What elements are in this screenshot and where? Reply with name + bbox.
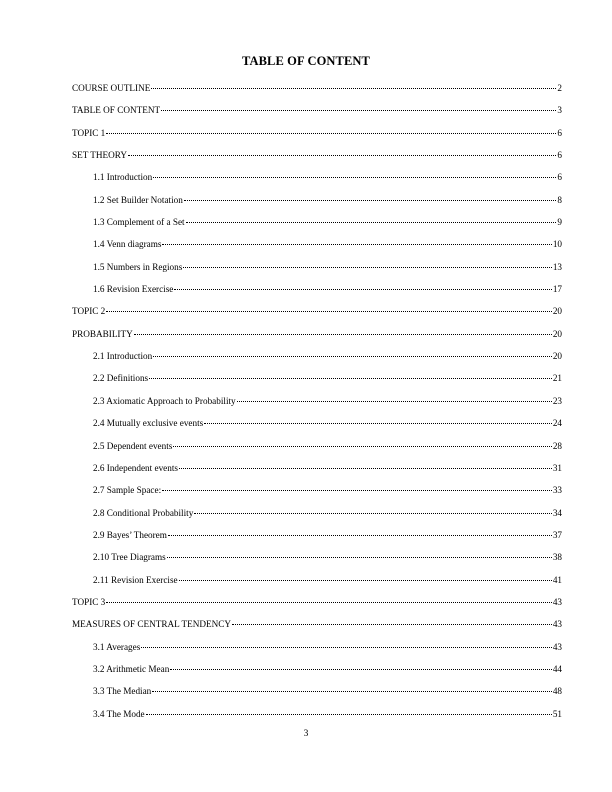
toc-entry[interactable]: [72, 462, 562, 484]
toc-entry-page: 21: [552, 373, 562, 384]
toc-entry-page: 41: [552, 574, 562, 585]
dot-leader: [106, 602, 552, 603]
toc-entry[interactable]: [72, 551, 562, 573]
toc-entry-label: SET THEORY: [72, 150, 128, 161]
toc-entry-label: 2.2 Definitions: [93, 373, 149, 384]
dot-leader: [106, 133, 556, 134]
toc-entry-page: 6: [557, 150, 562, 161]
toc-entry-page: 51: [552, 708, 562, 719]
toc-entry-label: COURSE OUTLINE: [72, 83, 151, 93]
toc-entry-label: 3.1 Averages: [93, 641, 141, 652]
toc-entry-page: 33: [552, 485, 562, 496]
dot-leader: [184, 200, 557, 201]
dot-leader: [173, 446, 551, 447]
toc-entry[interactable]: [72, 328, 562, 350]
dot-leader: [151, 88, 556, 89]
table-of-contents: [72, 82, 562, 730]
toc-entry-page: 20: [552, 351, 562, 362]
dot-leader: [167, 557, 552, 558]
toc-entry[interactable]: [72, 104, 562, 126]
toc-entry-page: 20: [552, 328, 562, 339]
dot-leader: [149, 378, 552, 379]
toc-entry-page: 23: [552, 395, 562, 406]
toc-entry-page: 31: [552, 462, 562, 473]
toc-entry-label: TABLE OF CONTENT: [72, 105, 161, 116]
page-number: 3: [303, 729, 309, 739]
toc-entry-label: 2.8 Conditional Probability: [93, 507, 194, 518]
toc-entry[interactable]: [72, 194, 562, 216]
toc-entry[interactable]: [72, 305, 562, 327]
toc-entry-label: PROBABILITY: [72, 328, 133, 339]
toc-entry-page: 48: [552, 686, 562, 697]
toc-entry-label: 3.4 The Mode: [93, 708, 145, 719]
toc-entry-label: 1.3 Complement of a Set: [93, 217, 185, 228]
toc-entry-page: 2: [557, 83, 562, 93]
toc-entry-page: 6: [557, 172, 562, 183]
toc-entry-label: MEASURES OF CENTRAL TENDENCY: [72, 619, 232, 630]
toc-entry[interactable]: [72, 171, 562, 193]
toc-entry-page: 37: [552, 529, 562, 540]
toc-entry-page: 9: [557, 217, 562, 228]
dot-leader: [204, 423, 552, 424]
toc-entry[interactable]: [72, 529, 562, 551]
toc-entry-page: 43: [552, 619, 562, 630]
toc-entry[interactable]: [72, 618, 562, 640]
toc-entry[interactable]: [72, 283, 562, 305]
toc-entry[interactable]: [72, 708, 562, 730]
toc-entry-label: 1.5 Numbers in Regions: [93, 261, 183, 272]
toc-entry-page: 20: [552, 306, 562, 317]
toc-entry-page: 6: [557, 127, 562, 138]
toc-entry-label: TOPIC 2: [72, 306, 106, 317]
toc-entry-page: 38: [552, 552, 562, 563]
toc-entry-label: 2.3 Axiomatic Approach to Probability: [93, 395, 236, 406]
dot-leader: [146, 714, 552, 715]
toc-entry-label: 1.6 Revision Exercise: [93, 284, 174, 295]
toc-entry[interactable]: [72, 663, 562, 685]
toc-entry[interactable]: [72, 82, 562, 104]
dot-leader: [194, 513, 552, 514]
toc-entry[interactable]: [72, 261, 562, 283]
dot-leader: [179, 580, 552, 581]
toc-entry-label: 2.7 Sample Space:: [93, 485, 162, 496]
toc-entry[interactable]: [72, 484, 562, 506]
dot-leader: [179, 468, 552, 469]
dot-leader: [186, 222, 557, 223]
dot-leader: [168, 535, 552, 536]
toc-entry[interactable]: [72, 149, 562, 171]
toc-entry[interactable]: [72, 417, 562, 439]
toc-entry-label: TOPIC 3: [72, 596, 106, 607]
dot-leader: [162, 244, 551, 245]
toc-entry-label: 2.9 Bayes’ Theorem: [93, 529, 167, 540]
toc-entry-label: 2.1 Introduction: [93, 351, 153, 362]
toc-entry-page: 34: [552, 507, 562, 518]
dot-leader: [161, 110, 556, 111]
dot-leader: [237, 401, 552, 402]
toc-entry[interactable]: [72, 641, 562, 663]
toc-entry-label: 1.1 Introduction: [93, 172, 153, 183]
dot-leader: [134, 334, 552, 335]
toc-entry-label: 2.4 Mutually exclusive events: [93, 418, 204, 429]
dot-leader: [153, 356, 552, 357]
toc-entry[interactable]: [72, 507, 562, 529]
toc-entry[interactable]: [72, 574, 562, 596]
page-title: TABLE OF CONTENT: [241, 54, 370, 68]
toc-entry-label: 3.2 Arithmetic Mean: [93, 663, 170, 674]
toc-entry[interactable]: [72, 596, 562, 618]
toc-entry-page: 3: [557, 105, 562, 116]
toc-entry-label: TOPIC 1: [72, 127, 106, 138]
dot-leader: [232, 624, 552, 625]
dot-leader: [162, 490, 552, 491]
dot-leader: [170, 669, 552, 670]
toc-entry-page: 43: [552, 641, 562, 652]
toc-entry-label: 2.11 Revision Exercise: [93, 574, 178, 585]
toc-entry-page: 43: [552, 596, 562, 607]
toc-entry[interactable]: [72, 350, 562, 372]
toc-entry-label: 2.5 Dependent events: [93, 440, 173, 451]
toc-entry-label: 3.3 The Median: [93, 686, 152, 697]
dot-leader: [106, 311, 552, 312]
dot-leader: [183, 267, 551, 268]
dot-leader: [141, 647, 552, 648]
toc-entry-page: 44: [552, 663, 562, 674]
toc-entry-page: 24: [552, 418, 562, 429]
toc-entry-page: 13: [552, 261, 562, 272]
toc-entry[interactable]: [72, 127, 562, 149]
dot-leader: [128, 155, 556, 156]
toc-entry-label: 2.6 Independent events: [93, 462, 178, 473]
toc-entry-label: 1.4 Venn diagrams: [93, 239, 162, 250]
toc-entry[interactable]: [72, 395, 562, 417]
toc-entry-label: 1.2 Set Builder Notation: [93, 194, 183, 205]
toc-entry-page: 10: [552, 239, 562, 250]
toc-entry-page: 28: [552, 440, 562, 451]
toc-entry-page: 8: [557, 194, 562, 205]
dot-leader: [174, 289, 551, 290]
toc-entry[interactable]: [72, 238, 562, 260]
toc-entry[interactable]: [72, 685, 562, 707]
toc-entry[interactable]: [72, 216, 562, 238]
dot-leader: [153, 177, 556, 178]
dot-leader: [152, 691, 552, 692]
toc-entry[interactable]: [72, 372, 562, 394]
toc-entry-page: 17: [552, 284, 562, 295]
toc-entry[interactable]: [72, 440, 562, 462]
toc-entry-label: 2.10 Tree Diagrams: [93, 552, 166, 563]
